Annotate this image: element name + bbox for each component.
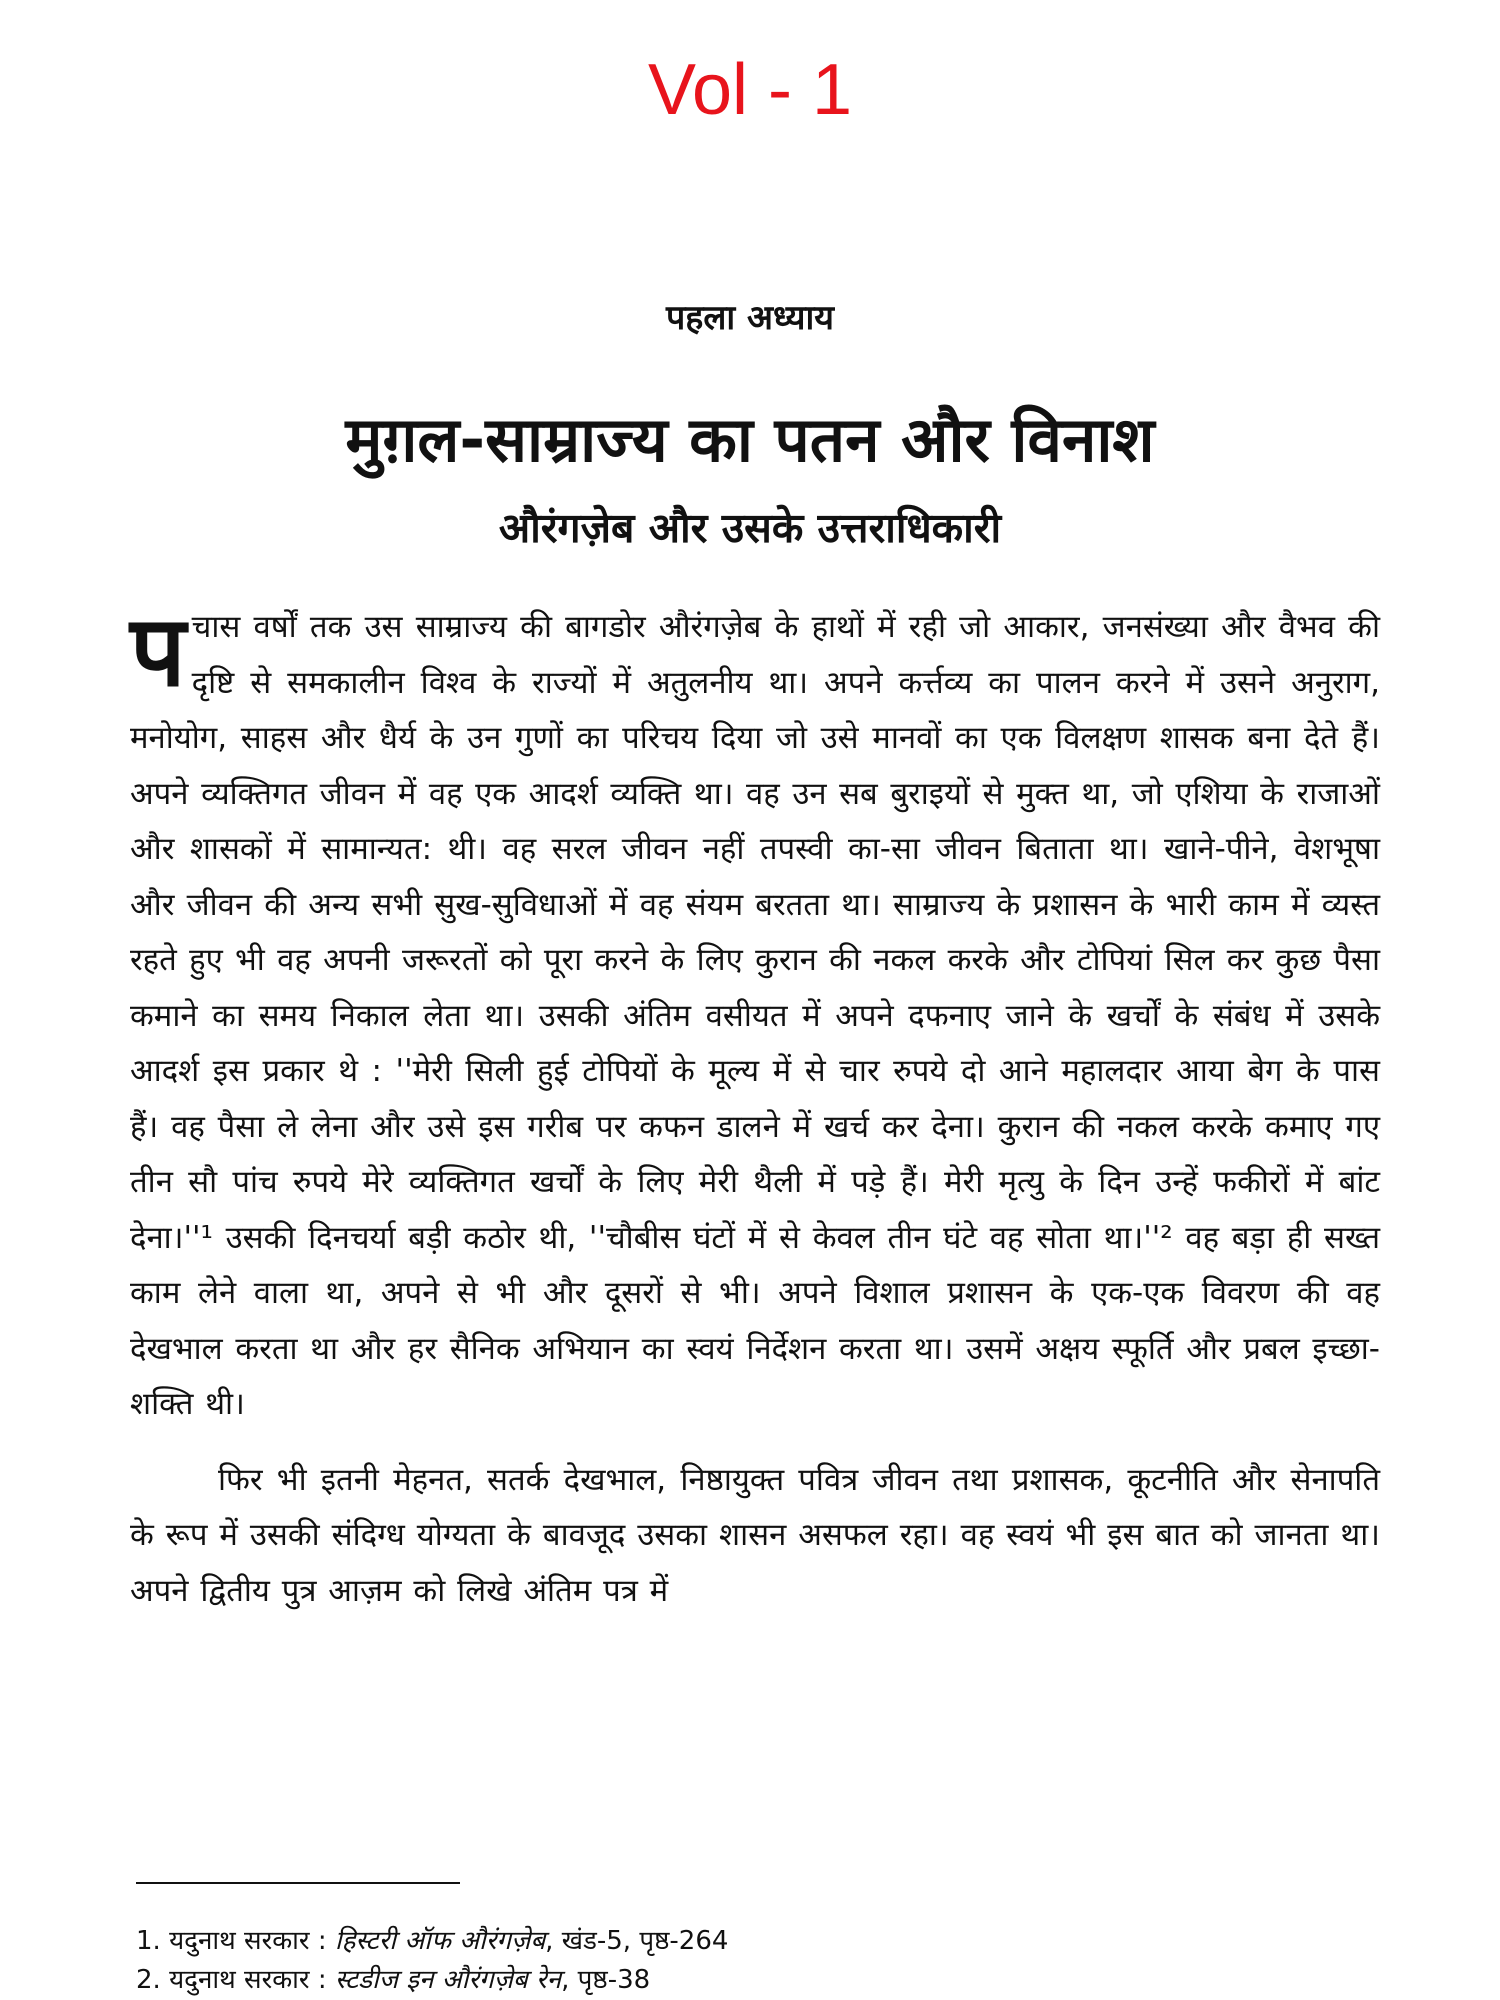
body-text <box>130 595 1380 1619</box>
footnote-1 <box>136 1922 1336 1961</box>
footnote-separator: : <box>317 1965 327 1995</box>
footnote-details: , पृष्ठ-38 <box>561 1965 651 1995</box>
footnote-2 <box>136 1961 1336 2000</box>
footnotes <box>136 1922 1336 2000</box>
chapter-label: पहला अध्याय <box>665 298 835 338</box>
footnote-number: 2. <box>136 1965 161 1995</box>
paragraph-2: फिर भी इतनी मेहनत, सतर्क देखभाल, निष्ठायुक्त पवित्र जीवन तथा प्रशासक, कूटनीति और सेनापति के रूप में उसकी संदिग्ध योग्यता के बावजूद उसका शासन असफल रहा। वह स्वयं भी इस बात को जानता था। अपने द्वितीय पुत्र आज़म को लिखे अंतिम पत्र में <box>130 1461 1380 1609</box>
footnote-separator: : <box>317 1926 327 1956</box>
footnote-book-title: हिस्टरी ऑफ औरंगज़ेब <box>334 1926 546 1956</box>
footnote-author: यदुनाथ सरकार <box>169 1926 310 1956</box>
paragraph-1: पचास वर्षों तक उस साम्राज्य की बागडोर औरंगज़ेब के हाथों में रही जो आकार, जनसंख्या और वैभव की दृष्टि से समकालीन विश्व के राज्यों में अतुलनीय था। अपने कर्त्तव्य का पालन करने में उसने अनुराग, मनोयोग, साहस और धैर्य के उन गुणों का परिचय दिया जो उसे मानवों का एक विलक्षण शासक बना देते हैं। अपने व्यक्तिगत जीवन में वह एक आदर्श व्यक्ति था। वह उन सब बुराइयों से मुक्त था, जो एशिया के राजाओं और शासकों में सामान्यत: थी। वह सरल जीवन नहीं तपस्वी का-सा जीवन बिताता था। खाने-पीने, वेशभूषा और जीवन की अन्य सभी सुख-सुविधाओं में वह संयम बरतता था। साम्राज्य के प्रशासन के भारी काम में व्यस्त रहते हुए भी वह अपनी जरूरतों को पूरा करने के लिए कुरान की नकल करके और टोपियां सिल कर कुछ पैसा कमाने का समय निकाल लेता था। उसकी अंतिम वसीयत में अपने दफनाए जाने के खर्चों के संबंध में उसके आदर्श इस प्रकार थे : ''मेरी सिली हुई टोपियों के मूल्य में से चार रुपये दो आने महालदार आया बेग के पास हैं। वह पैसा ले लेना और उसे इस गरीब पर कफन डालने में खर्च कर देना। कुरान की नकल करके कमाए गए तीन सौ पांच रुपये मेरे व्यक्तिगत खर्चों के लिए मेरी थैली में पड़े हैं। मेरी मृत्यु के दिन उन्हें फकीरों में बांट देना।''¹ उसकी दिनचर्या बड़ी कठोर थी, ''चौबीस घंटों में से केवल तीन घंटे वह सोता था।''² वह बड़ा ही सख्त काम लेने वाला था, अपने से भी और दूसरों से भी। अपने विशाल प्रशासन के एक-एक विवरण की वह देखभाल करता था और हर सैनिक अभियान का स्वयं निर्देशन करता था। उसमें अक्षय स्फूर्ति और प्रबल इच्छा-शक्ति थी। <box>130 595 1380 1422</box>
footnote-book-title: स्टडीज इन औरंगज़ेब रेन <box>334 1965 562 1995</box>
volume-label: Vol - 1 <box>647 50 853 130</box>
chapter-title: मुग़ल-साम्राज्य का पतन और विनाश <box>345 403 1155 476</box>
footnote-number: 1. <box>136 1926 161 1956</box>
footnote-author: यदुनाथ सरकार <box>169 1965 310 1995</box>
footnote-divider <box>136 1882 460 1884</box>
chapter-subtitle: औरंगज़ेब और उसके उत्तराधिकारी <box>498 504 1002 552</box>
footnote-details: , खंड-5, पृष्ठ-264 <box>545 1926 729 1956</box>
